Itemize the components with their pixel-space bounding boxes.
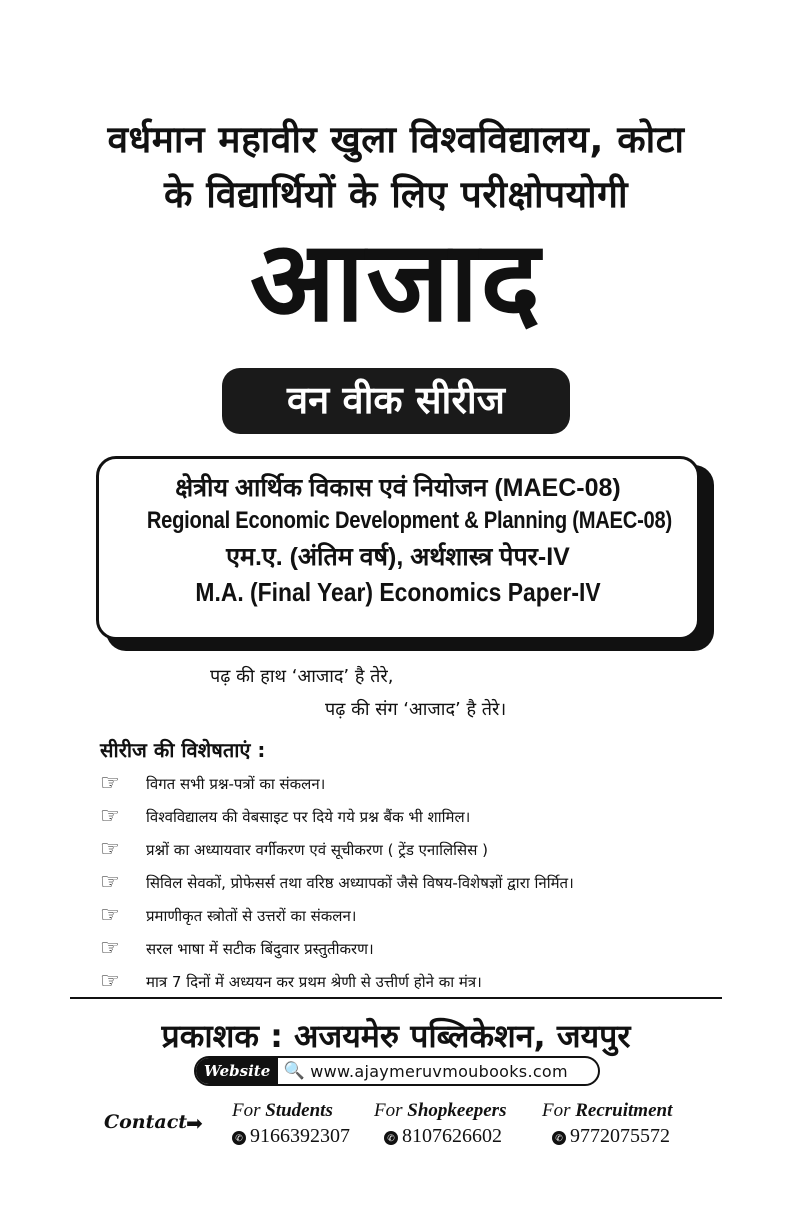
- feature-item: ☞ सरल भाषा में सटीक बिंदुवार प्रस्तुतीकरण।: [100, 935, 374, 961]
- pointing-hand-icon: ☞: [100, 770, 120, 796]
- series-badge: वन वीक सीरीज: [222, 368, 570, 434]
- phone-number[interactable]: 8107626602: [402, 1125, 502, 1147]
- website-link[interactable]: [194, 1056, 600, 1086]
- pointing-hand-icon: ☞: [100, 968, 120, 994]
- audience-line: के विद्यार्थियों के लिए परीक्षोपयोगी: [163, 173, 629, 216]
- publisher-name: प्रकाशक : अजयमेरु पब्लिकेशन, जयपुर: [161, 1017, 631, 1055]
- feature-item: ☞ प्रश्नों का अध्यायवार वर्गीकरण एवं सूचीकरण ( ट्रेंड एनालिसिस ): [100, 836, 488, 862]
- pointing-hand-icon: ☞: [100, 935, 120, 961]
- features-heading: सीरीज की विशेषताएं :: [100, 738, 266, 762]
- feature-item: ☞ प्रमाणीकृत स्त्रोतों से उत्तरों का संकलन।: [100, 902, 357, 928]
- pointing-hand-icon: ☞: [100, 836, 120, 862]
- pointing-hand-icon: ☞: [100, 803, 120, 829]
- contact-recruitment: For Recruitment ✆ 9772075572: [542, 1100, 673, 1147]
- pointing-hand-icon: ☞: [100, 869, 120, 895]
- pointing-hand-icon: ☞: [100, 902, 120, 928]
- contact-shopkeepers: For Shopkeepers ✆ 8107626602: [374, 1100, 507, 1147]
- brand-title: आजाद: [249, 217, 543, 347]
- website-label: Website: [196, 1058, 278, 1084]
- contact-students: For Students ✆ 9166392307: [232, 1100, 350, 1147]
- phone-number[interactable]: 9166392307: [250, 1125, 350, 1147]
- phone-icon: ✆: [232, 1131, 246, 1145]
- feature-item: ☞ सिविल सेवकों, प्रोफेसर्स तथा वरिष्ठ अध्यापकों जैसे विषय-विशेषज्ञों द्वारा निर्मित।: [100, 869, 574, 895]
- subject-title-english: Regional Economic Development & Planning (MAEC-08): [146, 507, 672, 534]
- phone-icon: ✆: [384, 1131, 398, 1145]
- divider: [70, 997, 722, 999]
- arrow-right-icon: ➡: [186, 1111, 203, 1135]
- feature-item: ☞ मात्र 7 दिनों में अध्ययन कर प्रथम श्रेणी से उत्तीर्ण होने का मंत्र।: [100, 968, 482, 994]
- features-list: [100, 767, 740, 998]
- couplet-line-2: पढ़ की संग ‘आजाद’ है तेरे।: [325, 699, 507, 720]
- course-hindi: एम.ए. (अंतिम वर्ष), अर्थशास्त्र पेपर-IV: [226, 543, 570, 571]
- university-line: वर्धमान महावीर खुला विश्वविद्यालय, कोटा: [107, 118, 685, 161]
- phone-number[interactable]: 9772075572: [570, 1125, 670, 1147]
- website-url[interactable]: www.ajaymeruvmoubooks.com: [310, 1061, 568, 1081]
- subject-title-hindi: क्षेत्रीय आर्थिक विकास एवं नियोजन (MAEC-08): [175, 474, 621, 502]
- course-english: M.A. (Final Year) Economics Paper-IV: [195, 577, 601, 607]
- subject-box: [96, 456, 700, 640]
- couplet-line-1: पढ़ की हाथ ‘आजाद’ है तेरे,: [210, 666, 394, 687]
- phone-icon: ✆: [552, 1131, 566, 1145]
- feature-item: ☞ विश्वविद्यालय की वेबसाइट पर दिये गये प्रश्न बैंक भी शामिल।: [100, 803, 471, 829]
- contact-label: Contact: [104, 1111, 188, 1133]
- feature-item: ☞ विगत सभी प्रश्न-पत्रों का संकलन।: [100, 770, 326, 796]
- search-icon: 🔍: [283, 1061, 305, 1081]
